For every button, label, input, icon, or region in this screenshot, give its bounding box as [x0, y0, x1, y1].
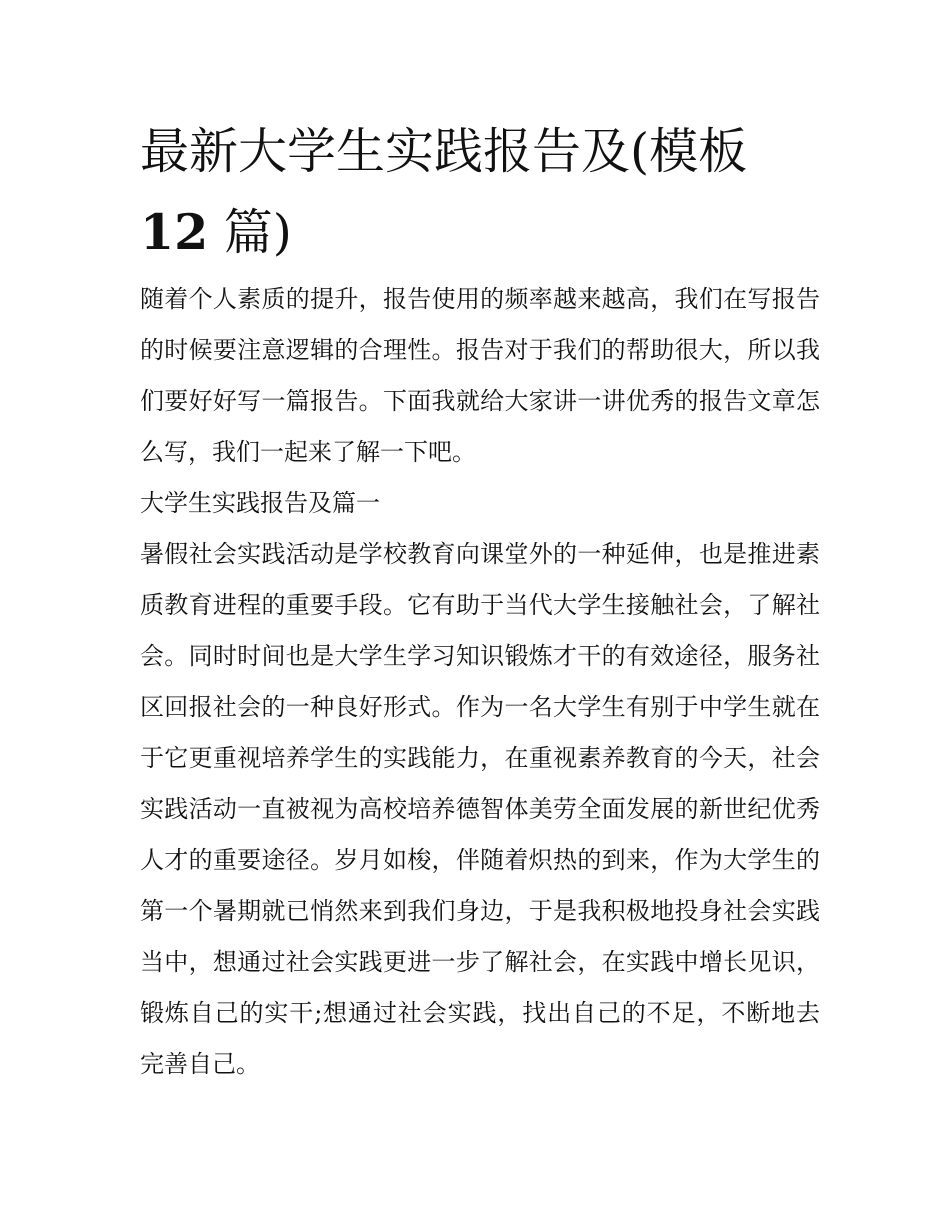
intro-paragraph: 随着个人素质的提升，报告使用的频率越来越高，我们在写报告的时候要注意逻辑的合理性。报告对于我们的帮助很大，所以我们要好好写一篇报告。下面我就给大家讲一讲优秀的报告文章怎么写，我们一起来了解一下吧。 [140, 285, 820, 466]
title-line-1: 最新大学生实践报告及(模板 [140, 123, 748, 180]
title-line-2: 篇) [208, 204, 292, 261]
section-heading: 大学生实践报告及篇一 [140, 489, 380, 517]
title-number: 12 [140, 203, 209, 261]
body-paragraph: 暑假社会实践活动是学校教育向课堂外的一种延伸，也是推进素质教育进程的重要手段。它有助于当代大学生接触社会，了解社会。同时时间也是大学生学习知识锻炼才干的有效途径，服务社区回报社会的一种良好形式。作为一名大学生有别于中学生就在于它更重视培养学生的实践能力，在重视素养教育的今天，社会实践活动一直被视为高校培养德智体美劳全面发展的新世纪优秀人才的重要途径。岁月如梭，伴随着炽热的到来，作为大学生的第一个暑期就已悄然来到我们身边，于是我积极地投身社会实践当中，想通过社会实践更进一步了解社会，在实践中增长见识，锻炼自己的实干;想通过社会实践，找出自己的不足，不断地去完善自己。 [140, 540, 820, 1078]
document-body [140, 274, 820, 1090]
document-title [140, 112, 820, 273]
